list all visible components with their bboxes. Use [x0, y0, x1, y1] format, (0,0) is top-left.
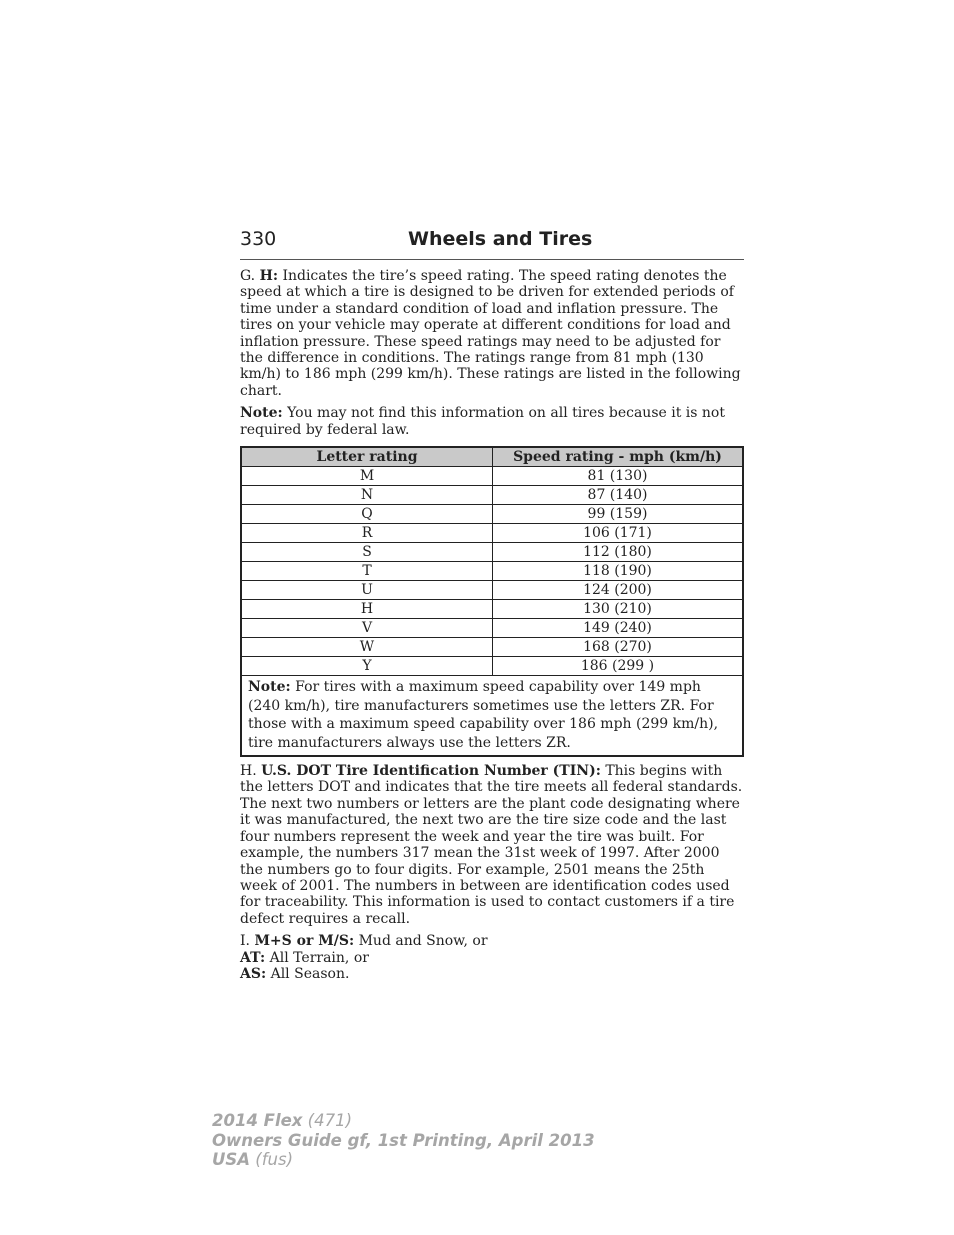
paragraph-tin — [240, 763, 744, 927]
letter-cell: N — [241, 486, 493, 505]
speed-cell: 130 (210) — [493, 600, 744, 619]
column-header-letter: Letter rating — [241, 447, 493, 467]
speed-cell: 99 (159) — [493, 505, 744, 524]
footer-line-guide — [212, 1131, 595, 1151]
footer-model: 2014 Flex — [212, 1111, 303, 1130]
note-text: For tires with a maximum speed capability over 149 mph (240 km/h), tire manufacturers sometimes use the letters ZR. For those with a maximum speed capability over 186 mph (299 km/h), tire manufacturers always use the letters ZR. — [248, 679, 719, 751]
term-as-text: All Season. — [266, 965, 350, 982]
table-row — [241, 562, 743, 581]
term-ms: M+S or M/S: — [254, 933, 355, 950]
note-text: You may not find this information on all tires because it is not required by federal law. — [240, 405, 725, 438]
speed-rating-table — [240, 446, 744, 757]
table-row — [241, 619, 743, 638]
page-footer — [212, 1111, 595, 1170]
table-row — [241, 467, 743, 486]
term-h: H: — [259, 268, 278, 284]
letter-cell: R — [241, 524, 493, 543]
term-ms-text: Mud and Snow, or — [354, 933, 488, 950]
letter-cell: W — [241, 638, 493, 657]
term-as: AS: — [240, 965, 267, 982]
speed-cell: 124 (200) — [493, 581, 744, 600]
table-row — [241, 543, 743, 562]
paragraph-text: This begins with the letters DOT and indicates that the tire meets all federal standards. The next two numbers or letters are the plant code designating where it was manufactured, the next two are the tire size code and the last four numbers represent the week and year the tire was built. For example, the numbers 317 mean the 31st week of 1997. After 2000 the numbers go to four digits. For example, 2501 means the 25th week of 2001. The numbers in between are identification codes used for traceability. This information is used to contact customers if a tire defect requires a recall. — [240, 763, 743, 927]
speed-cell: 106 (171) — [493, 524, 744, 543]
letter-cell: Q — [241, 505, 493, 524]
footer-market-code: (fus) — [250, 1150, 294, 1169]
letter-cell: U — [241, 581, 493, 600]
speed-cell: 118 (190) — [493, 562, 744, 581]
table-row — [241, 505, 743, 524]
footer-line-market — [212, 1150, 595, 1170]
table-row — [241, 486, 743, 505]
table-row — [241, 581, 743, 600]
speed-cell: 149 (240) — [493, 619, 744, 638]
speed-cell: 87 (140) — [493, 486, 744, 505]
page-number: 330 — [240, 228, 277, 250]
term-at-text: All Terrain, or — [265, 949, 369, 966]
table-header-row — [241, 447, 743, 467]
note-federal-law — [240, 405, 744, 438]
letter-cell: V — [241, 619, 493, 638]
speed-cell: 186 (299 ) — [493, 657, 744, 676]
table-row — [241, 600, 743, 619]
item-prefix: H. — [240, 763, 262, 780]
table-note-row — [241, 676, 743, 757]
footer-line-model — [212, 1111, 595, 1131]
note-label: Note: — [248, 679, 291, 696]
speed-cell: 112 (180) — [493, 543, 744, 562]
item-prefix: G. — [240, 268, 260, 284]
note-label: Note: — [240, 405, 283, 422]
speed-cell: 81 (130) — [493, 467, 744, 486]
footer-model-code: (471) — [302, 1111, 353, 1130]
footer-guide: Owners Guide gf, 1st Printing, April 2013 — [212, 1130, 595, 1150]
paragraph-mud-snow — [240, 933, 744, 982]
page-header — [240, 228, 744, 260]
table-row — [241, 524, 743, 543]
paragraph-speed-rating — [240, 268, 744, 399]
letter-cell: Y — [241, 657, 493, 676]
letter-cell: M — [241, 467, 493, 486]
letter-cell: S — [241, 543, 493, 562]
speed-cell: 168 (270) — [493, 638, 744, 657]
table-row — [241, 638, 743, 657]
item-prefix: I. — [240, 933, 255, 950]
table-note — [241, 676, 743, 757]
term-tin: U.S. DOT Tire Identification Number (TIN): — [261, 763, 601, 780]
page-content — [240, 228, 744, 982]
footer-market: USA — [212, 1150, 251, 1169]
letter-cell: T — [241, 562, 493, 581]
paragraph-text: Indicates the tire’s speed rating. The speed rating denotes the speed at which a tire is designed to be driven for extended periods of time under a standard condition of load and inflation pressure. The tires on your vehicle may operate at different conditions for load and inflation pressure. These speed ratings may need to be adjusted for the difference in conditions. The ratings range from 81 mph (130 km/h) to 186 mph (299 km/h). These ratings are listed in the following chart. — [240, 268, 741, 399]
letter-cell: H — [241, 600, 493, 619]
section-title: Wheels and Tires — [408, 228, 593, 250]
term-at: AT: — [240, 949, 266, 966]
table-row — [241, 657, 743, 676]
column-header-speed: Speed rating - mph (km/h) — [493, 447, 744, 467]
